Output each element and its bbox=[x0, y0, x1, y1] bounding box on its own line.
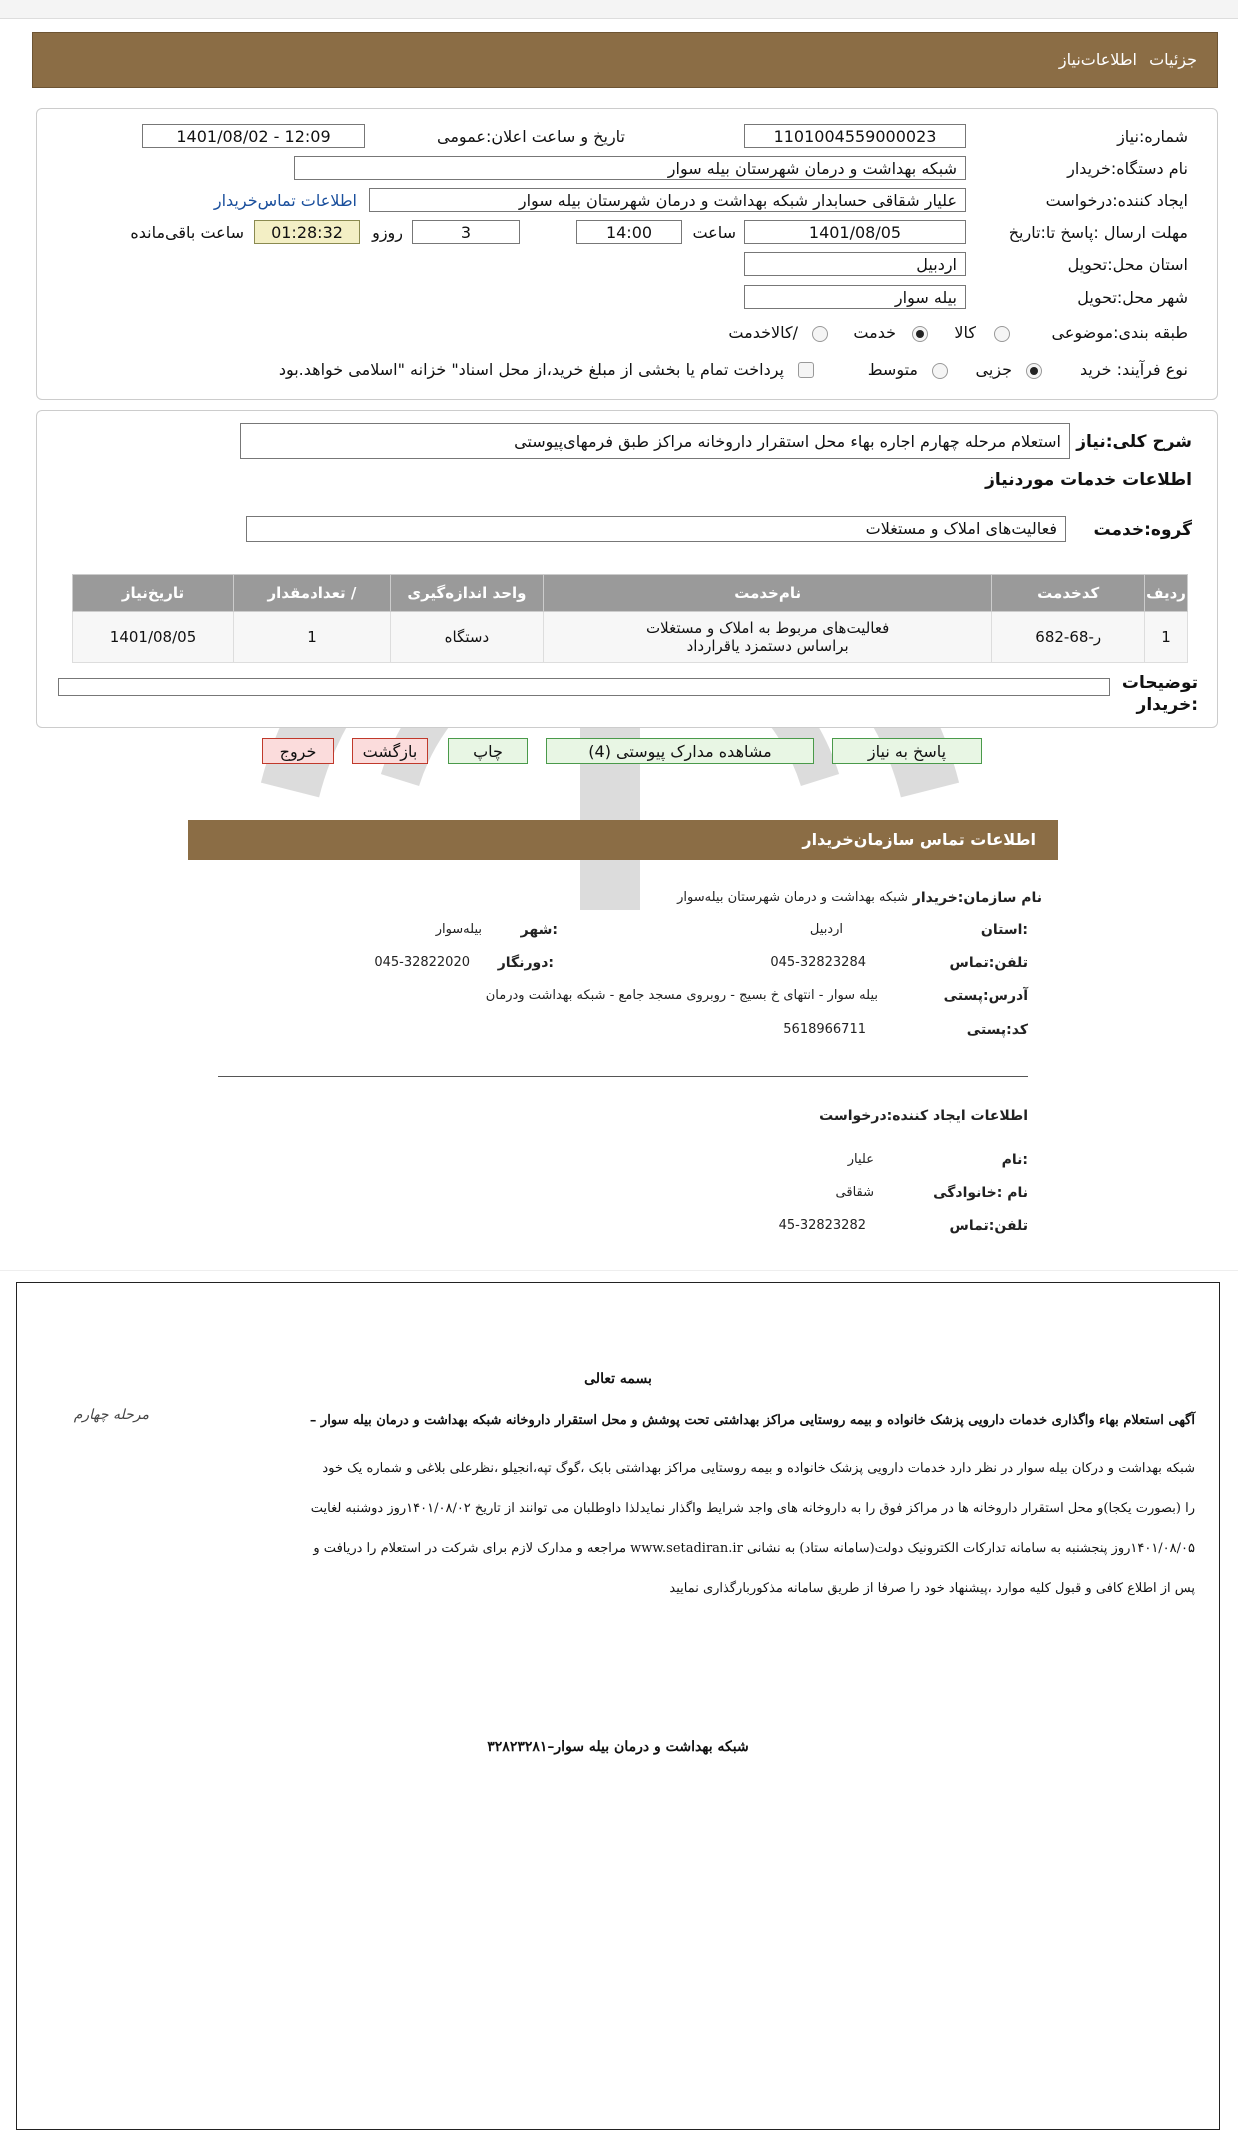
contact-city-value: بیله‌سوار bbox=[435, 922, 482, 937]
buyer-notes-field bbox=[58, 678, 1110, 696]
services-title: اطلاعات خدمات موردنیاز bbox=[985, 470, 1192, 490]
cell-service-name bbox=[543, 612, 991, 663]
contact-province-label: :استان bbox=[980, 922, 1028, 938]
contact-phone-value: 045-32823284 bbox=[770, 955, 866, 970]
contact-title: اطلاعات تماس سازمان‌خریدار bbox=[802, 830, 1036, 849]
view-attachments-button[interactable]: مشاهده مدارک پیوستی (4) bbox=[546, 738, 814, 764]
process-medium-radio[interactable] bbox=[932, 363, 948, 379]
doc-footer: شبکه بهداشت و درمان بیله سوار–۳۲۸۲۳۲۸۱ bbox=[487, 1739, 749, 1755]
header-bar bbox=[32, 32, 1218, 88]
creator-name-value: علیار bbox=[847, 1152, 874, 1167]
process-minor-radio[interactable] bbox=[1026, 363, 1042, 379]
buyer-notes-label: توضیحات :خریدار bbox=[1121, 673, 1198, 715]
days-label: روزو bbox=[372, 223, 403, 242]
doc-line-2: را (بصورت یکجا)و محل استقرار داروخانه ها در مراکز فوق را به داروخانه های واجد شرایط واگذار نمایدلذا داوطلبان می توانند از تاریخ ۱۴۰۱/۰۸/۰۲روز دوشنبه لغایت bbox=[310, 1501, 1195, 1516]
city-label: شهر محل:تحویل bbox=[1077, 288, 1188, 307]
category-service-radio[interactable] bbox=[912, 326, 928, 342]
doc-heading: بسمه تعالی bbox=[584, 1371, 652, 1387]
doc-line-3: ۱۴۰۱/۰۸/۰۵روز پنجشنبه به سامانه تدارکات الکترونیک دولت(سامانه ستاد) به نشانی www.setadiran.ir مراجعه و مدارک لازم برای شرکت در استعلام را دریافت و bbox=[313, 1541, 1195, 1556]
description-field: استعلام مرحله چهارم اجاره بهاء محل استقرار داروخانه مراکز طبق فرمهای‌پیوستی bbox=[240, 423, 1070, 459]
need-info-panel bbox=[36, 108, 1218, 400]
cell-index: 1 bbox=[1145, 612, 1188, 663]
city-field: بیله سوار bbox=[744, 285, 966, 309]
doc-line-1: شبکه بهداشت و درکان بیله سوار در نظر دارد خدمات دارویی پزشک خانواده و بیمه روستایی مراکز بهداشتی بابک ،گوگ تپه،انجیلو ،نظرعلی بلاغی و شماره یک خود bbox=[322, 1461, 1195, 1476]
reply-button[interactable]: پاسخ به نیاز bbox=[832, 738, 982, 764]
announcement-document bbox=[16, 1282, 1220, 2130]
contact-address-label: آدرس:پستی bbox=[943, 988, 1028, 1004]
deadline-label: مهلت ارسال :پاسخ تا:تاریخ bbox=[1008, 223, 1188, 242]
buyer-contact-link[interactable]: اطلاعات تماس‌خریدار bbox=[213, 191, 357, 210]
buyer-label: نام دستگاه:خریدار bbox=[1067, 159, 1188, 178]
cell-quantity: 1 bbox=[234, 612, 391, 663]
contact-city-label: :شهر bbox=[520, 922, 558, 938]
process-label: نوع فرآیند: خرید bbox=[1080, 360, 1188, 379]
deadline-date-field: 1401/08/05 bbox=[744, 220, 966, 244]
category-goods-service-label: /کالاخدمت bbox=[728, 323, 798, 342]
services-table-header bbox=[73, 575, 1188, 612]
contact-postal-label: کد:پستی bbox=[966, 1022, 1028, 1038]
top-strip bbox=[0, 0, 1238, 19]
description-label: شرح کلی:نیاز bbox=[1076, 432, 1192, 452]
page-gap bbox=[0, 1270, 1238, 1279]
creator-family-value: شقاقی bbox=[835, 1185, 874, 1200]
creator-field: علیار شقاقی حسابدار شبکه بهداشت و درمان شهرستان بیله سوار bbox=[369, 188, 966, 212]
announce-field: 1401/08/02 - 12:09 bbox=[142, 124, 365, 148]
breadcrumb-details[interactable]: جزئیات bbox=[1149, 50, 1197, 69]
th-service-code: کدخدمت bbox=[992, 575, 1145, 612]
category-goods-service-radio[interactable] bbox=[812, 326, 828, 342]
category-service-label: خدمت bbox=[853, 323, 896, 342]
need-number-field: 1101004559000023 bbox=[744, 124, 966, 148]
org-label: نام سازمان:خریدار bbox=[912, 890, 1042, 906]
days-field: 3 bbox=[412, 220, 520, 244]
need-number-label: شماره:نیاز bbox=[1117, 127, 1188, 146]
th-unit: واحد اندازه‌گیری bbox=[390, 575, 543, 612]
remaining-time-field: 01:28:32 bbox=[254, 220, 360, 244]
th-service-name: نام‌خدمت bbox=[543, 575, 991, 612]
deadline-time-field: 14:00 bbox=[576, 220, 682, 244]
contact-fax-value: 045-32822020 bbox=[374, 955, 470, 970]
cell-service-code: ر-68-682 bbox=[992, 612, 1145, 663]
buyer-field: شبکه بهداشت و درمان شهرستان بیله سوار bbox=[294, 156, 966, 180]
creator-family-label: نام :خانوادگی bbox=[933, 1185, 1028, 1201]
table-row bbox=[73, 612, 1188, 663]
treasury-payment-checkbox[interactable] bbox=[798, 362, 814, 378]
creator-phone-value: 45-32823282 bbox=[778, 1218, 866, 1233]
category-goods-label: کالا bbox=[954, 323, 976, 342]
contact-header-bar bbox=[188, 820, 1058, 860]
creator-info-title: اطلاعات ایجاد کننده:درخواست bbox=[819, 1108, 1028, 1124]
announce-label: تاریخ و ساعت اعلان:عمومی bbox=[436, 127, 625, 146]
doc-line-4: پس از اطلاع کافی و قبول کلیه موارد ،پیشنهاد خود را صرفا از طریق سامانه مذکوربارگذاری نمایید bbox=[669, 1581, 1195, 1596]
back-button[interactable]: بازگشت bbox=[352, 738, 428, 764]
contact-postal-value: 5618966711 bbox=[783, 1022, 866, 1037]
exit-button[interactable]: خروج bbox=[262, 738, 334, 764]
process-minor-label: جزیی bbox=[975, 360, 1012, 379]
th-index: ردیف bbox=[1145, 575, 1188, 612]
category-goods-radio[interactable] bbox=[994, 326, 1010, 342]
contact-divider bbox=[218, 1076, 1028, 1077]
treasury-payment-note: پرداخت تمام یا بخشی از مبلغ خرید،از محل اسناد" خزانه "اسلامی خواهد.بود bbox=[278, 360, 784, 379]
breadcrumb-need-info[interactable]: اطلاعات‌نیاز bbox=[1058, 50, 1137, 69]
contact-phone-label: تلفن:تماس bbox=[949, 955, 1028, 971]
deadline-time-label: ساعت bbox=[692, 223, 736, 242]
province-label: استان محل:تحویل bbox=[1067, 255, 1188, 274]
category-label: طبقه بندی:موضوعی bbox=[1051, 323, 1188, 342]
service-name-line1: فعالیت‌های مربوط به املاک و مستغلات bbox=[646, 619, 890, 637]
cell-need-date: 1401/08/05 bbox=[73, 612, 234, 663]
remaining-label: ساعت باقی‌مانده bbox=[130, 223, 244, 242]
services-table bbox=[72, 574, 1188, 663]
creator-label: ایجاد کننده:درخواست bbox=[1045, 191, 1188, 210]
doc-handwritten-note: مرحله چهارم bbox=[73, 1407, 149, 1423]
doc-title: آگهی استعلام بهاء واگذاری خدمات دارویی پزشک خانواده و بیمه روستایی مراکز بهداشتی تحت پوشش و محل استقرار داروخانه شبکه بهداشت و درمان بیله سوار – bbox=[309, 1413, 1195, 1428]
contact-address-value: بیله سوار - انتهای خ بسیج - روبروی مسجد جامع - شبکه بهداشت ودرمان bbox=[485, 988, 878, 1003]
service-group-field: فعالیت‌های املاک و مستغلات bbox=[246, 516, 1066, 542]
print-button[interactable]: چاپ bbox=[448, 738, 528, 764]
contact-province-value: اردبیل bbox=[809, 922, 843, 937]
service-group-label: گروه:خدمت bbox=[1093, 520, 1192, 540]
th-quantity: / تعدادمقدار bbox=[234, 575, 391, 612]
process-medium-label: متوسط bbox=[867, 360, 918, 379]
creator-name-label: :نام bbox=[1001, 1152, 1028, 1168]
org-value: شبکه بهداشت و درمان شهرستان بیله‌سوار bbox=[677, 890, 908, 905]
service-name-line2: براساس دستمزد یاقرارداد bbox=[686, 637, 849, 655]
creator-phone-label: تلفن:تماس bbox=[949, 1218, 1028, 1234]
cell-unit: دستگاه bbox=[390, 612, 543, 663]
th-need-date: تاریخ‌نیاز bbox=[73, 575, 234, 612]
contact-fax-label: :دورنگار bbox=[497, 955, 554, 971]
province-field: اردبیل bbox=[744, 252, 966, 276]
